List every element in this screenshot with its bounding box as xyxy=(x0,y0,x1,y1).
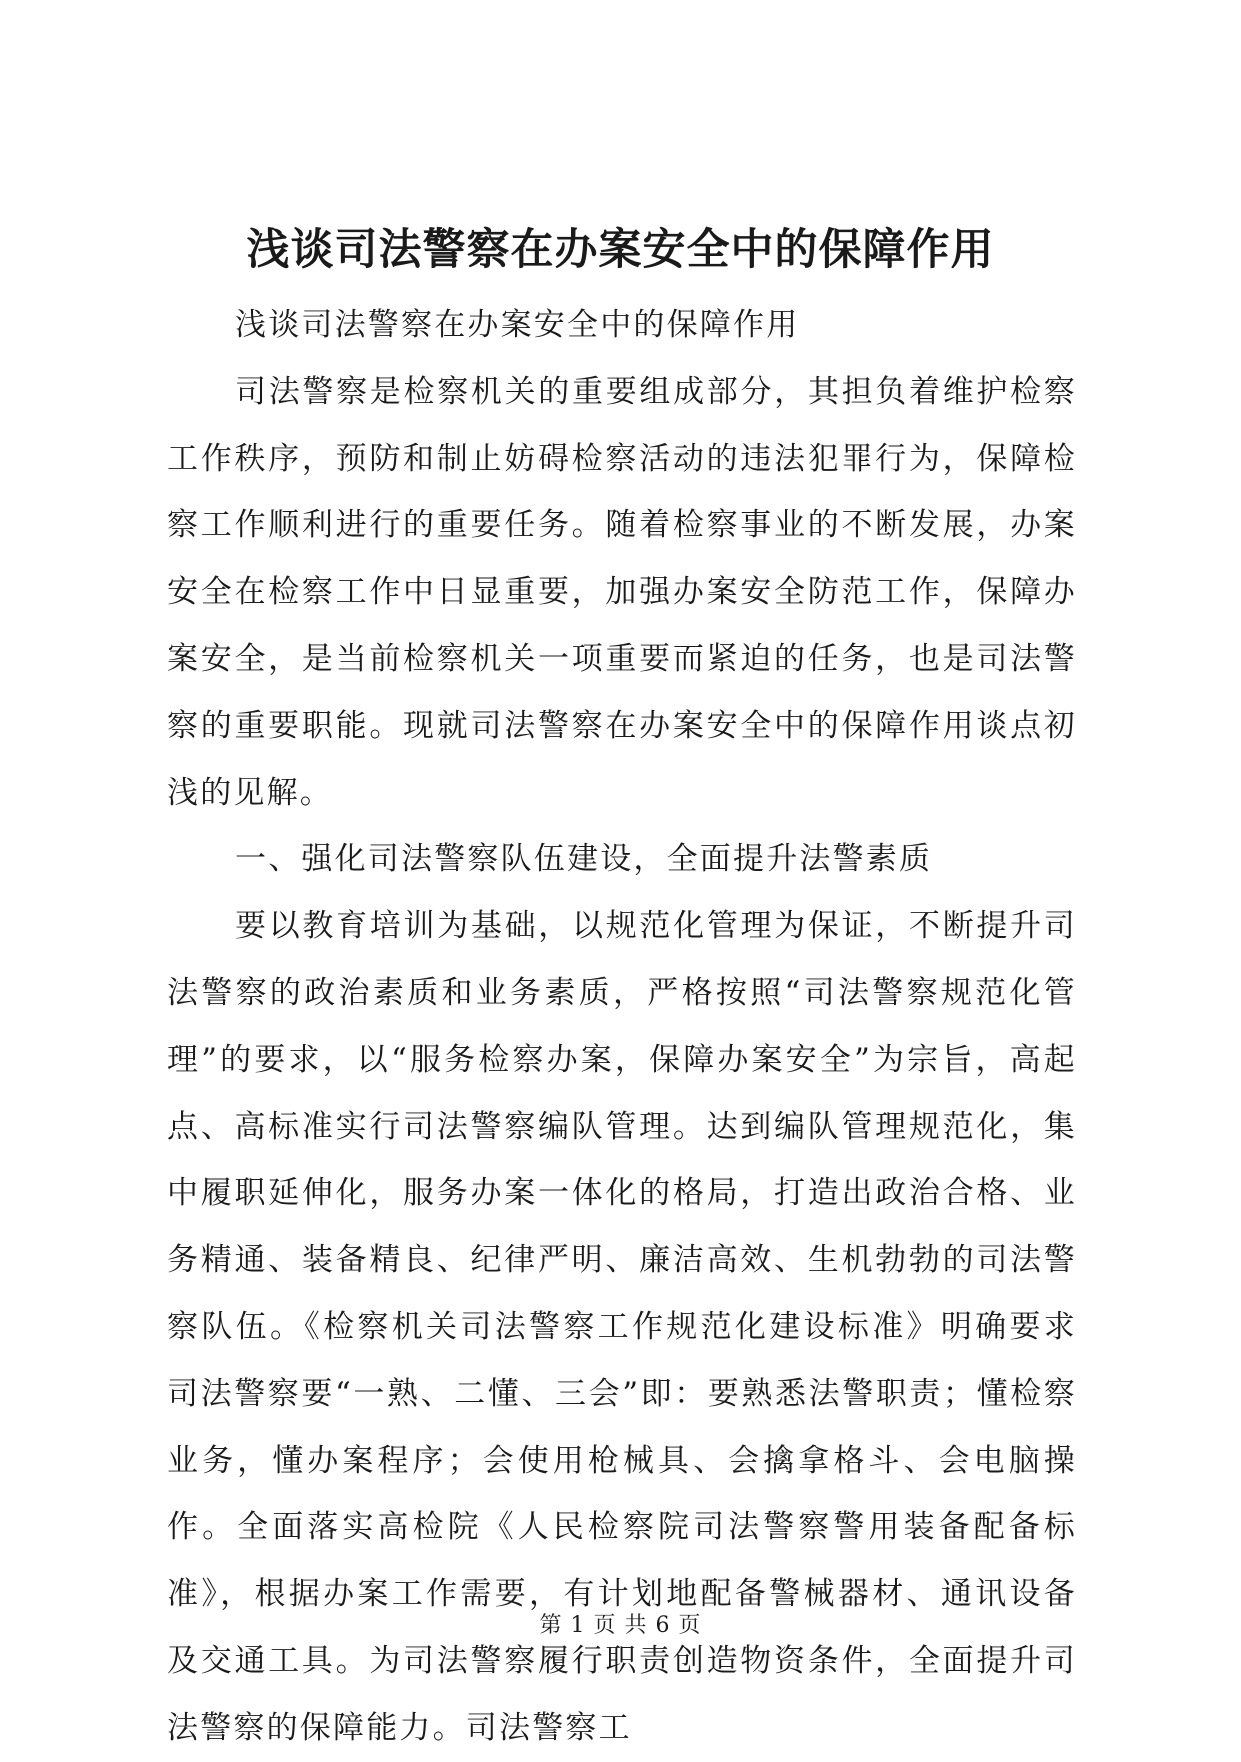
paragraph-intro: 司法警察是检察机关的重要组成部分，其担负着维护检察工作秩序，预防和制止妨碍检察活动的违法犯罪行为，保障检察工作顺利进行的重要任务。随着检察事业的不断发展，办案安全在检察工作中日显重要，加强办案安全防范工作，保障办案安全，是当前检察机关一项重要而紧迫的任务，也是司法警察的重要职能。现就司法警察在办案安全中的保障作用谈点初浅的见解。 xyxy=(167,373,1077,811)
section-heading-1: 一、强化司法警察队伍建设，全面提升法警素质 xyxy=(235,841,933,878)
paragraph-subtitle: 浅谈司法警察在办案安全中的保障作用 xyxy=(235,307,800,343)
page-title: 浅谈司法警察在办案安全中的保障作用 xyxy=(246,225,995,275)
document-body xyxy=(167,292,1077,1762)
paragraph-section-1: 要以教育培训为基础，以规范化管理为保证，不断提升司法警察的政治素质和业务素质，严格按照“司法警察规范化管理”的要求，以“服务检察办案，保障办案安全”为宗旨，高起点、高标准实行司法警察编队管理。达到编队管理规范化，集中履职延伸化，服务办案一体化的格局，打造出政治合格、业务精通、装备精良、纪律严明、廉洁高效、生机勃勃的司法警察队伍。《检察机关司法警察工作规范化建设标准》明确要求司法警察要“一熟、二懂、三会”即：要熟悉法警职责；懂检察业务，懂办案程序；会使用枪械具、会擒拿格斗、会电脑操作。全面落实高检院《人民检察院司法警察警用装备配备标准》，根据办案工作需要，有计划地配备警械器材、通讯设备及交通工具。为司法警察履行职责创造物资条件，全面提升司法警察的保障能力。司法警察工 xyxy=(167,908,1077,1746)
page-number-footer: 第 1 页 共 6 页 xyxy=(539,1613,702,1638)
